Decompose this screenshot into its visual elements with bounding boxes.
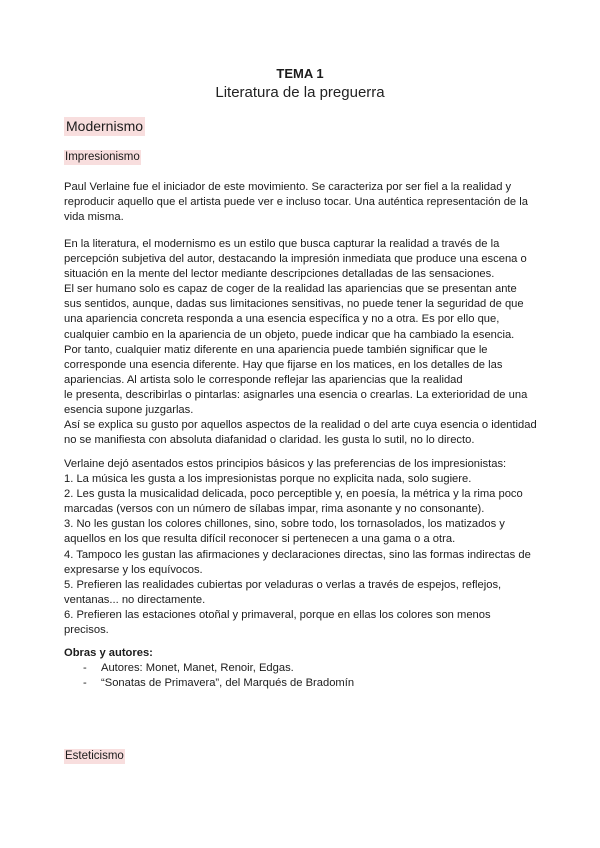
- list-item: expresarse y los equívocos.: [64, 563, 203, 576]
- text-line: apariencias. Al artista solo le corresponde reflejar las apariencias que la realidad: [64, 373, 463, 386]
- text-line: no se manifiesta con absoluta diafanidad o claridad. les gusta lo sutil, no lo directo.: [64, 434, 475, 447]
- list-item: aquellos en los que resulta difícil reconocer si pertenecen a una gama o a otra.: [64, 533, 456, 546]
- list-item: precisos.: [64, 624, 109, 637]
- subheading-esteticismo: Esteticismo: [65, 750, 124, 762]
- list-item: 5. Prefieren las realidades cubiertas por veladuras o verlas a través de espejos, reflejos,: [64, 578, 502, 591]
- text-line: reproducir aquello que el artista puede ver e incluso tocar. Una auténtica representación de la: [64, 196, 528, 209]
- list-item: 6. Prefieren las estaciones otoñal y primaveral, porque en ellas los colores son menos: [64, 608, 491, 621]
- text-line: Así se explica su gusto por aquellos aspectos de la realidad o del arte cuya esencia o identidad: [64, 419, 537, 432]
- text-line: corresponde una esencia diferente. Hay que fijarse en los matices, en los detalles de las: [64, 358, 503, 371]
- list-item: 4. Tampoco les gustan las afirmaciones y declaraciones directas, sino las formas indirectas de: [64, 548, 531, 561]
- text-line: le presenta, describirlas o pintarlas: asignarles una esencia o crearlas. La exterioridad de una: [64, 388, 528, 401]
- text-line: En la literatura, el modernismo es un estilo que busca capturar la realidad a través de la: [64, 238, 500, 250]
- page-title: TEMA 1: [276, 66, 324, 81]
- list-item-text: Autores: Monet, Manet, Renoir, Edgas.: [101, 662, 294, 675]
- works-heading: Obras y autores:: [64, 647, 153, 659]
- list-item-text: “Sonatas de Primavera”, del Marqués de Bradomín: [101, 677, 355, 690]
- text-line: vida misma.: [64, 211, 124, 224]
- list-item: marcadas (versos con un número de sílabas impar, rima asonante y no consonante).: [64, 503, 485, 516]
- paragraph-modernismo-definition: [64, 237, 540, 448]
- paragraph-verlaine-intro: [64, 180, 540, 225]
- list-item: 1. La música les gusta a los impresionistas porque no explicita nada, solo sugiere.: [64, 473, 472, 486]
- list-item: [64, 661, 540, 676]
- subheading-impresionismo: Impresionismo: [65, 151, 140, 163]
- list-dash: -: [83, 662, 87, 675]
- section-heading-modernismo: Modernismo: [66, 118, 144, 134]
- text-line: una apariencia concreta responda a una esencia específica y no a otra. Es por ello que,: [64, 313, 500, 326]
- text-line: El ser humano solo es capaz de coger de la realidad las apariencias que se presentan ante: [64, 283, 517, 296]
- text-line: situación en la mente del lector mediante descripciones detalladas de las sensaciones.: [64, 268, 495, 281]
- text-line: cualquier cambio en la apariencia de un objeto, puede indicar que ha cambiado la esencia.: [64, 328, 515, 341]
- text-line: percepción subjetiva del autor, destacando la impresión inmediata que produce una escena o: [64, 253, 527, 266]
- page-subtitle: Literatura de la preguerra: [215, 84, 385, 101]
- works-and-authors: [64, 646, 540, 691]
- paragraph-principles-list: [64, 457, 540, 638]
- text-line: Por tanto, cualquier matiz diferente en una apariencia puede también significar que le: [64, 343, 488, 356]
- list-item: 3. No les gustan los colores chillones, sino, sobre todo, los tornasolados, los matizados y: [64, 518, 505, 531]
- text-line: sus sentidos, aunque, dadas sus limitaciones sensitivas, no puede tener la seguridad de que: [64, 298, 524, 311]
- list-item: 2. Les gusta la musicalidad delicada, poco perceptible y, en poesía, la métrica y la rima poco: [64, 488, 523, 501]
- list-item: [64, 676, 540, 691]
- list-dash: -: [83, 677, 87, 690]
- list-item: ventanas... no directamente.: [64, 593, 206, 606]
- text-line: esencia supone juzgarlas.: [64, 404, 194, 417]
- works-list: [64, 661, 540, 691]
- text-line: Paul Verlaine fue el iniciador de este movimiento. Se caracteriza por ser fiel a la realidad y: [64, 181, 512, 193]
- text-line: Verlaine dejó asentados estos principios básicos y las preferencias de los impresionistas:: [64, 458, 507, 470]
